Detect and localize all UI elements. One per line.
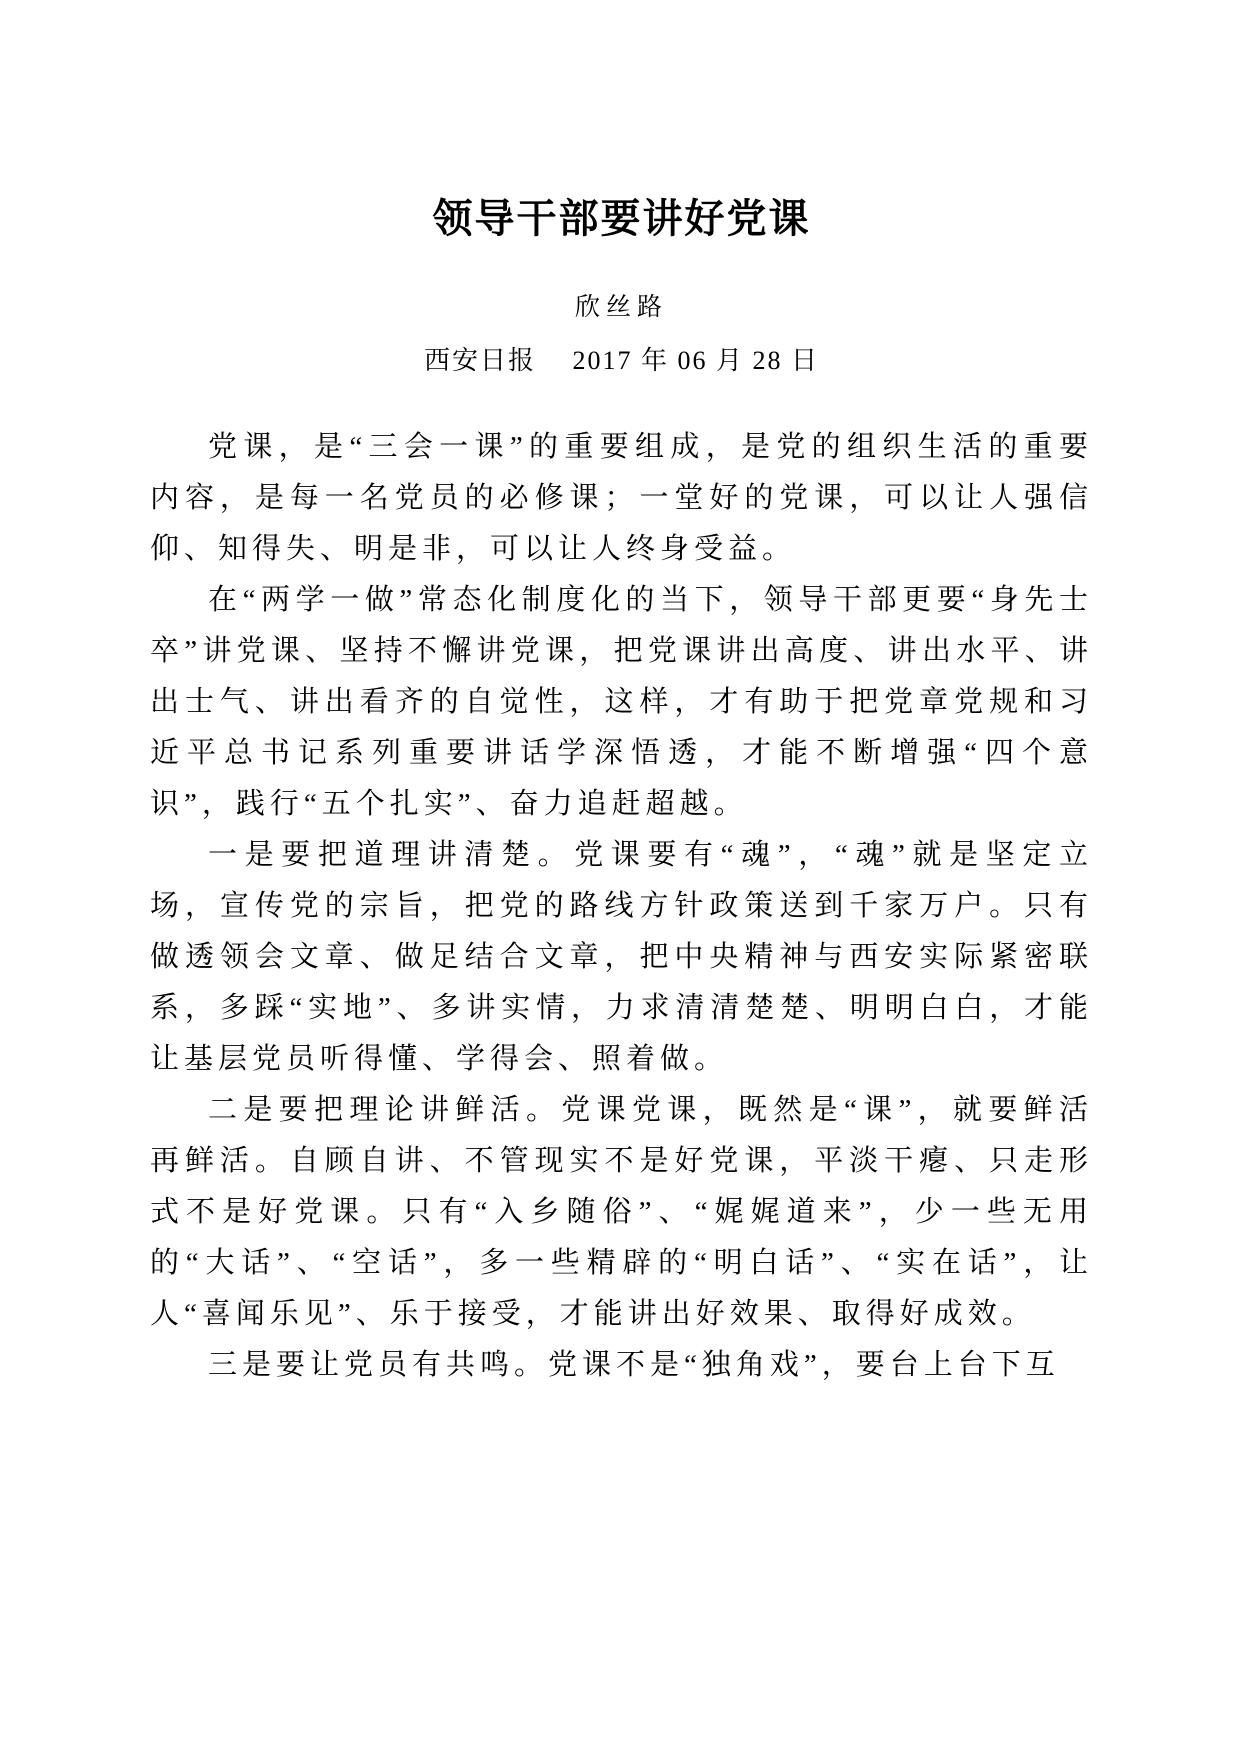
paragraph-4: 二是要把理论讲鲜活。党课党课，既然是“课”，就要鲜活再鲜活。自顾自讲、不管现实不是好党课，平淡干瘪、只走形式不是好党课。只有“入乡随俗”、“娓娓道来”，少一些无用的“大话”、“空话”，多一些精辟的“明白话”、“实在话”，让人“喜闻乐见”、乐于接受，才能讲出好效果、取得好成效。 (150, 1093, 1093, 1330)
paragraph-3: 一是要把道理讲清楚。党课要有“魂”，“魂”就是坚定立场，宣传党的宗旨，把党的路线方针政策送到千家万户。只有做透领会文章、做足结合文章，把中央精神与西安实际紧密联系，多踩“实地”、多讲实情，力求清清楚楚、明明白白，才能让基层党员听得懂、学得会、照着做。 (150, 838, 1093, 1075)
author-line: 欣丝路 (574, 294, 668, 321)
document-title: 领导干部要讲好党课 (432, 196, 811, 241)
paragraph-5: 三是要让党员有共鸣。党课不是“独角戏”，要台上台下互 (208, 1348, 1060, 1381)
paragraph-2: 在“两学一做”常态化制度化的当下，领导干部更要“身先士卒”讲党课、坚持不懈讲党课，把党课讲出高度、讲出水平、讲出士气、讲出看齐的自觉性，这样，才有助于把党章党规和习近平总书记系列重要讲话学深悟透，才能不断增强“四个意识”，践行“五个扎实”、奋力追赶超越。 (150, 583, 1093, 820)
source-line: 西安日报 2017 年 06 月 28 日 (423, 346, 819, 376)
paragraph-1: 党课，是“三会一课”的重要组成，是党的组织生活的重要内容，是每一名党员的必修课；一堂好的党课，可以让人强信仰、知得失、明是非，可以让人终身受益。 (150, 430, 1093, 565)
document-body (150, 422, 1093, 1391)
